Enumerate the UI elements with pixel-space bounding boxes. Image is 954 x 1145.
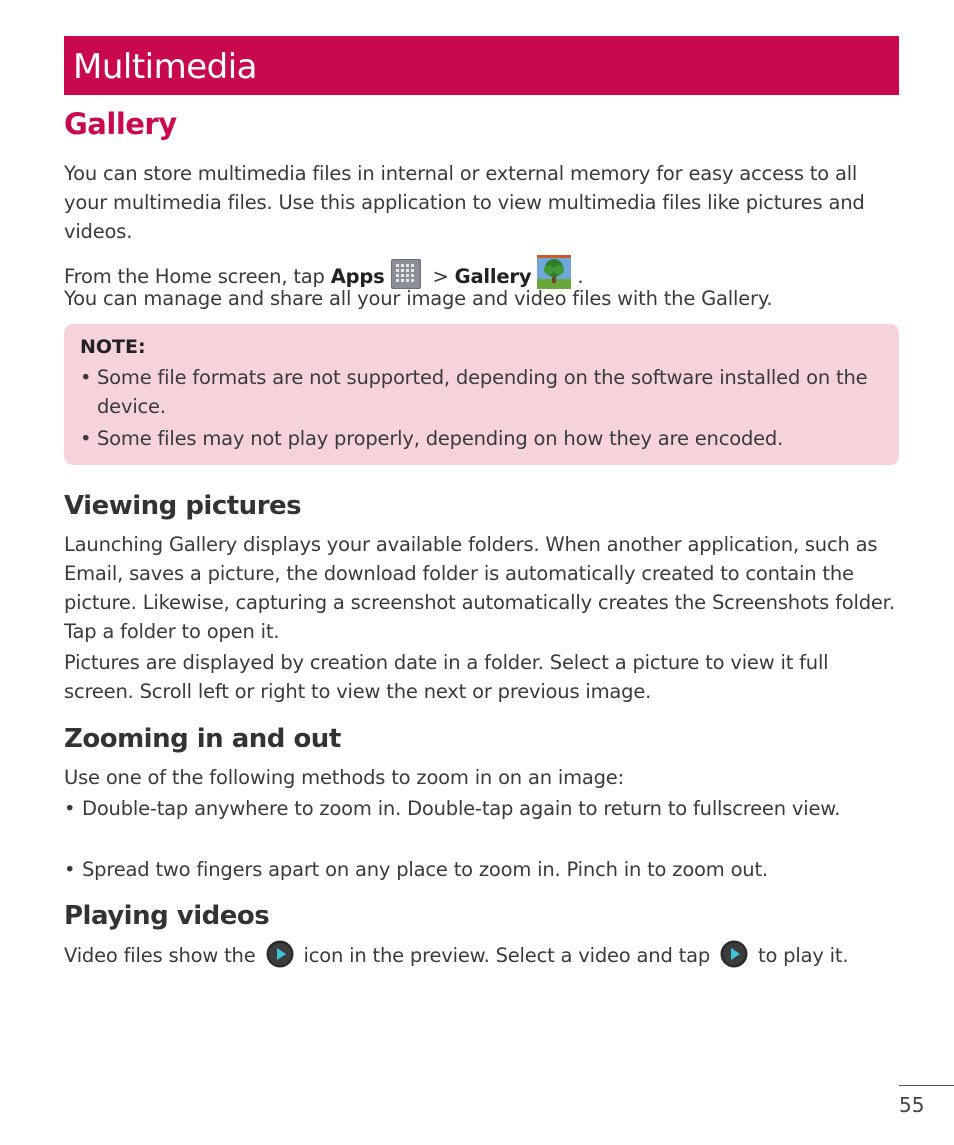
playing-videos-title: Playing videos: [64, 901, 270, 931]
zooming-title: Zooming in and out: [64, 724, 341, 754]
note-label: NOTE:: [80, 336, 146, 358]
list-item: [64, 855, 884, 884]
note-item: [80, 363, 883, 421]
viewing-paragraph-1: Launching Gallery displays your available folders. When another application, such as Email, saves a picture, the download folder is automatically created to contain the picture. Likewise, capturing a screenshot automatically creates the Screenshots folder. Tap a folder to open it.: [64, 533, 895, 643]
bullet: •: [80, 366, 92, 389]
videos-paragraph: [64, 940, 904, 976]
list-item-text: Double-tap anywhere to zoom in. Double-tap again to return to fullscreen view.: [82, 797, 841, 820]
page-number: 55: [899, 1093, 925, 1117]
note-item-text: Some files may not play properly, depending on how they are encoded.: [97, 427, 784, 450]
play-icon: [720, 940, 748, 976]
bullet: •: [64, 797, 76, 820]
note-box: [64, 324, 899, 465]
bullet: •: [64, 858, 76, 881]
videos-text-1: Video files show the: [64, 944, 256, 967]
manage-paragraph: You can manage and share all your image and video files with the Gallery.: [64, 287, 773, 310]
list-item: [64, 794, 884, 823]
note-item: [80, 424, 883, 453]
play-icon: [266, 940, 294, 976]
instruction-separator: >: [426, 265, 455, 288]
viewing-paragraph-2: Pictures are displayed by creation date in a folder. Select a picture to view it full screen. Scroll left or right to view the next or previous image.: [64, 651, 829, 703]
bullet: •: [80, 427, 92, 450]
instruction-prefix: From the Home screen, tap: [64, 265, 331, 288]
section-title: Gallery: [64, 107, 177, 141]
note-item-text: Some file formats are not supported, depending on the software installed on the device.: [97, 366, 868, 418]
gallery-label: Gallery: [454, 265, 532, 288]
videos-text-2: icon in the preview. Select a video and tap: [303, 944, 710, 967]
instruction-suffix: .: [577, 265, 584, 288]
chapter-header: [64, 36, 899, 95]
videos-text-3: to play it.: [758, 944, 849, 967]
apps-label: Apps: [330, 265, 385, 288]
intro-paragraph: You can store multimedia files in internal or external memory for easy access to all your multimedia files. Use this application to view multimedia files like pictures and videos.: [64, 162, 865, 243]
chapter-title: Multimedia: [73, 47, 258, 87]
list-item-text: Spread two fingers apart on any place to zoom in. Pinch in to zoom out.: [82, 858, 768, 881]
zooming-intro: Use one of the following methods to zoom in on an image:: [64, 766, 624, 789]
viewing-pictures-title: Viewing pictures: [64, 491, 302, 521]
footer-divider: [899, 1085, 954, 1086]
